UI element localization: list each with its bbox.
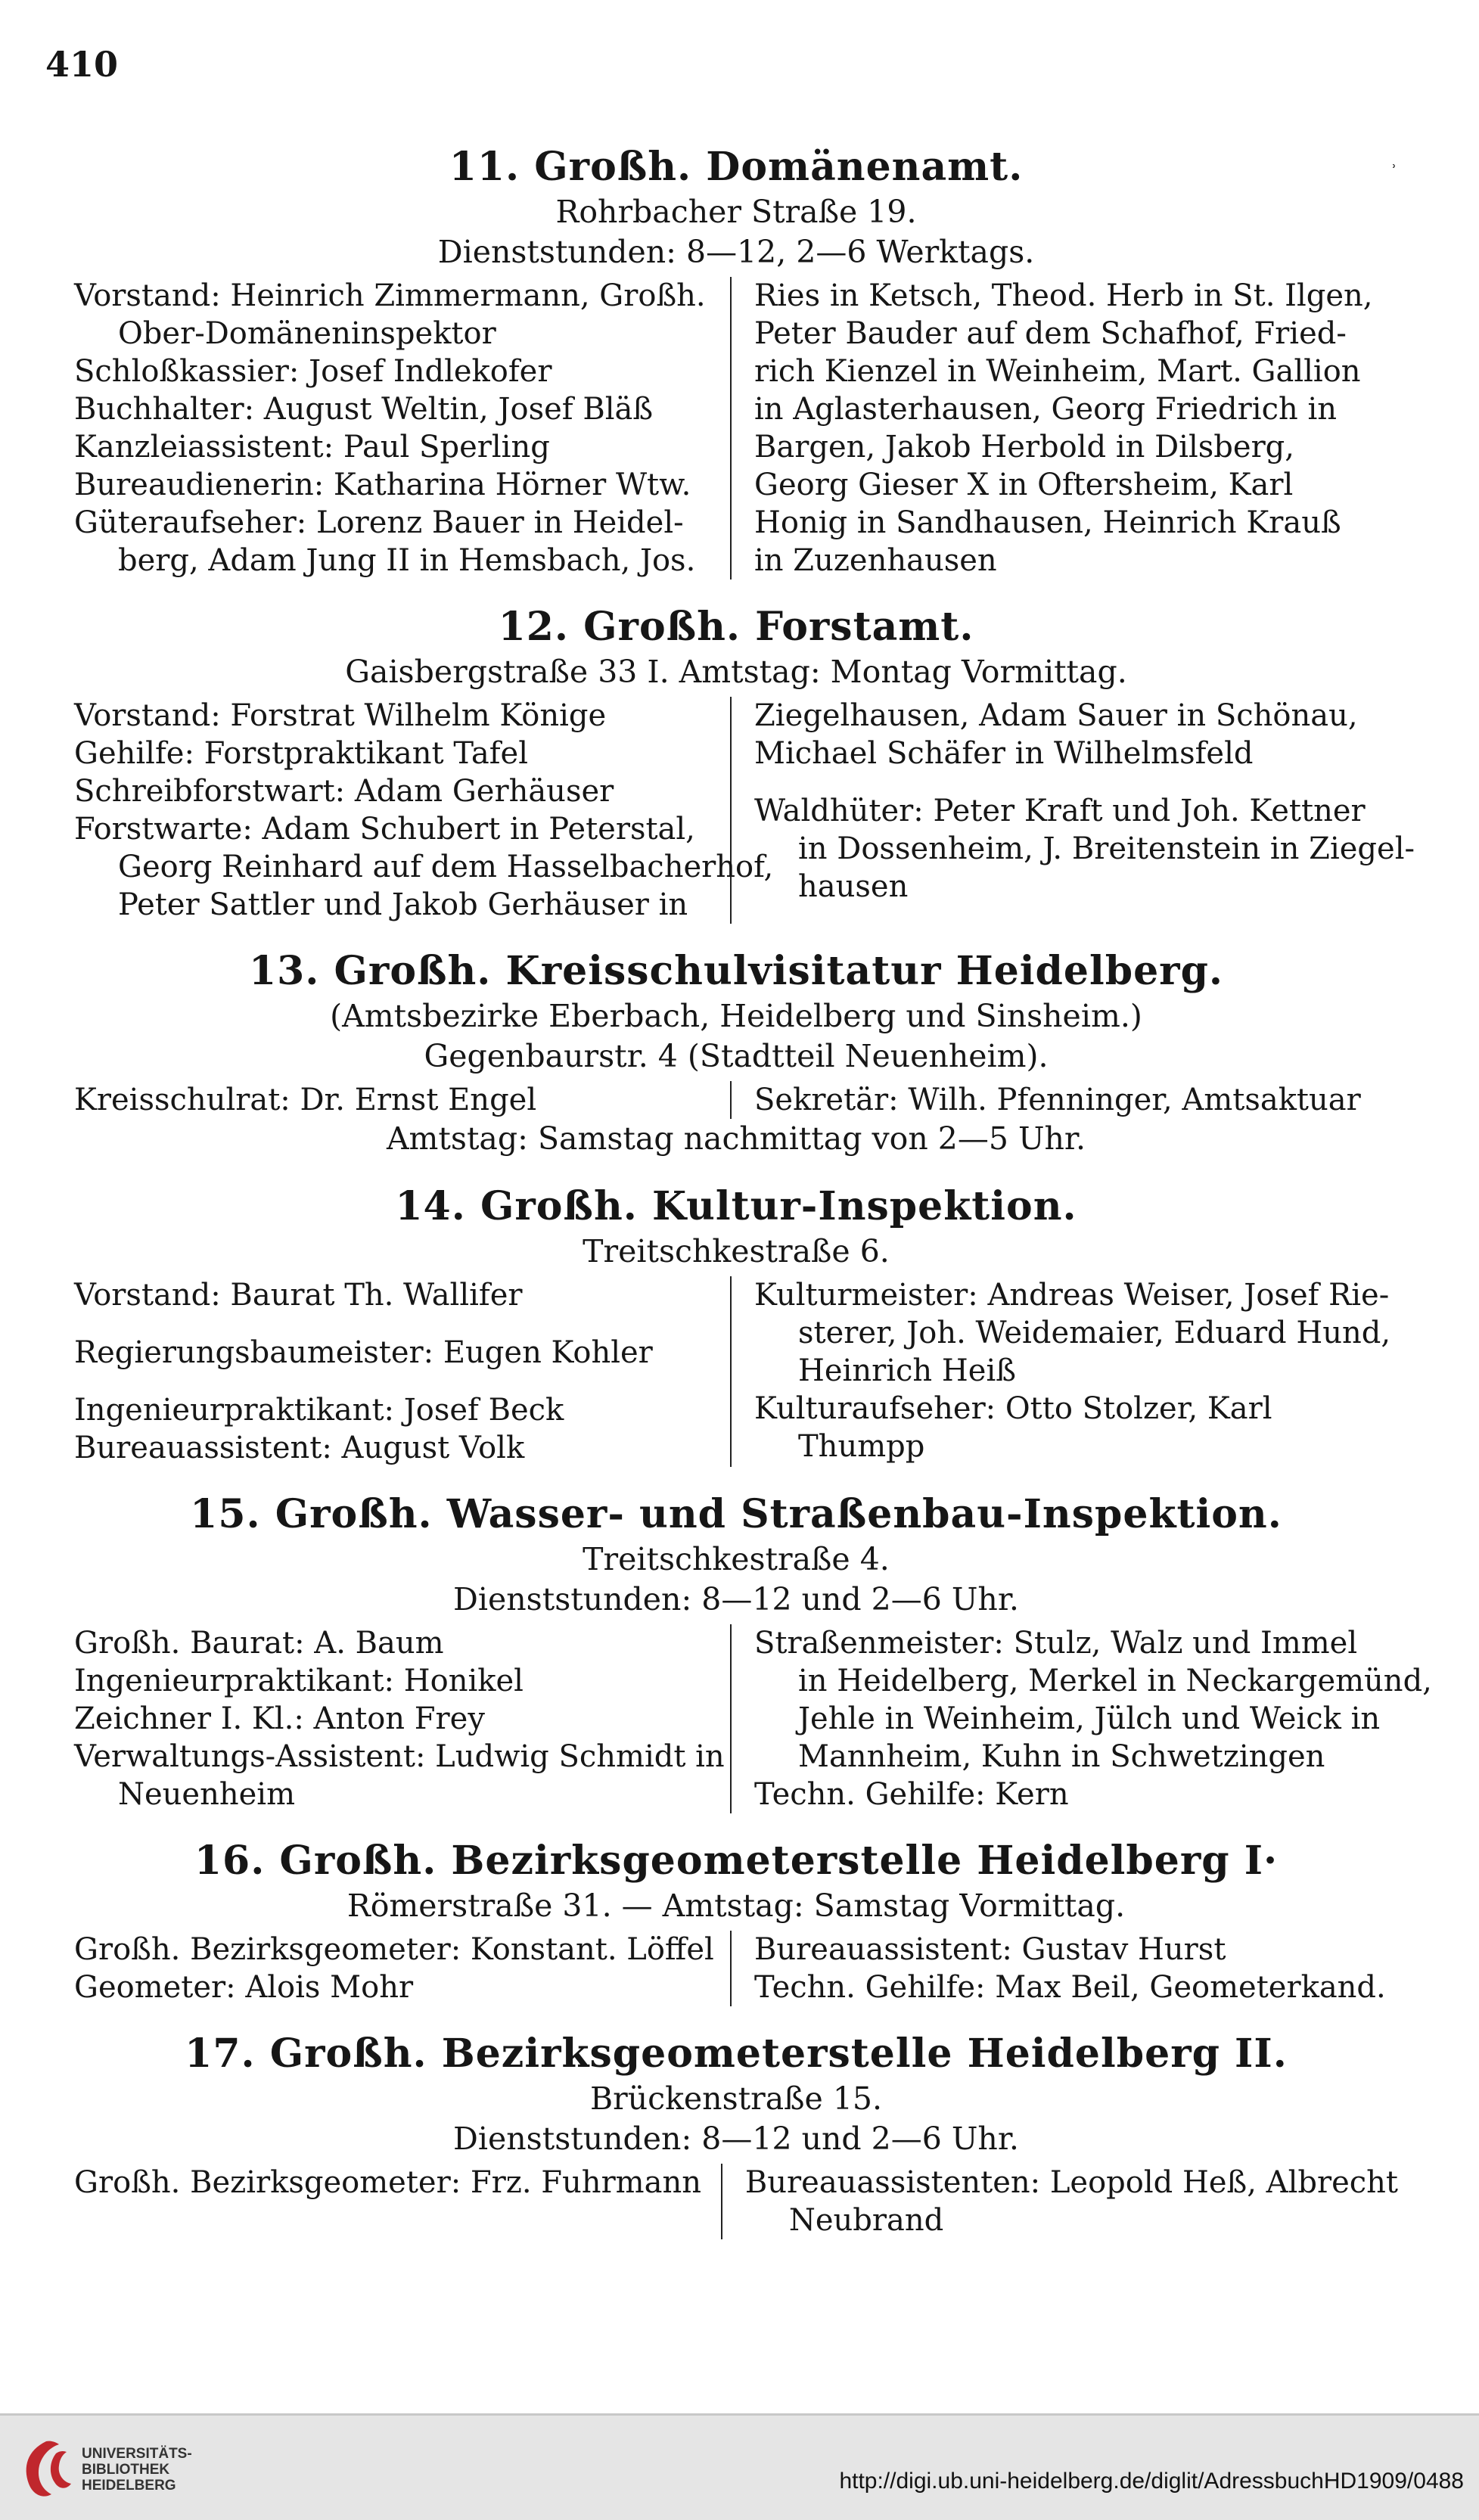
entry-line: Zeichner I. Kl.: Anton Frey [74,1701,485,1736]
section-title: 13. Großh. Kreisschulvisitatur Heidelberg. [248,948,1224,994]
library-name-line: BIBLIOTHEK [82,2462,170,2478]
section-columns [74,277,1398,580]
directory-page [74,142,1432,2239]
section-columns [74,2164,1398,2239]
entry-line: Großh. Bezirksgeometer: Frz. Fuhrmann [74,2165,701,2200]
section-gap [74,924,1398,946]
section-address: Treitschkestraße 4. [583,1541,890,1577]
section-title: 16. Großh. Bezirksgeometerstelle Heidelberg I· [194,1838,1279,1884]
right-column [722,2164,1398,2239]
section-columns [74,697,1415,924]
section-title: 17. Großh. Bezirksgeometerstelle Heidelberg II. [185,2031,1288,2077]
entry-line: Sekretär: Wilh. Pfenninger, Amtsaktuar [754,1083,1361,1117]
section-wasser-strassenbau [74,1490,1432,1813]
section-address: Gaisbergstraße 33 I. Amtstag: Montag Vormittag. [345,654,1127,690]
entry-line: Peter Bauder auf dem Schafhof, Fried- [754,316,1347,351]
entry-line: Gehilfe: Forstpraktikant Tafel [74,736,529,771]
right-column [732,1081,1398,1119]
entry-line: Geometer: Alois Mohr [74,1970,414,2005]
entry-line: Honig in Sandhausen, Heinrich Krauß [754,505,1341,540]
entry-line: Bureauassistenten: Leopold Heß, Albrecht [744,2165,1398,2200]
section-address: Rohrbacher Straße 19. [555,194,917,230]
entry-line: Vorstand: Baurat Th. Wallifer [74,1278,523,1313]
entry-line: Heinrich Heiß [798,1353,1016,1388]
entry-line: Waldhüter: Peter Kraft und Joh. Kettner [754,794,1366,828]
right-column [732,697,1415,924]
entry-line: Peter Sattler und Jakob Gerhäuser in [118,887,688,922]
section-district-note: (Amtsbezirke Eberbach, Heidelberg und Sinsheim.) [330,998,1142,1034]
left-column [74,1931,732,2006]
section-kreisschulvisitatur [74,946,1398,1159]
section-address: Gegenbaurstr. 4 (Stadtteil Neuenheim). [424,1038,1049,1074]
entry-line: berg, Adam Jung II in Hemsbach, Jos. [118,543,696,578]
section-bezirksgeometer-2 [74,2029,1398,2239]
section-title: 12. Großh. Forstamt. [498,604,974,650]
entry-line: Verwaltungs-Assistent: Ludwig Schmidt in [74,1739,725,1774]
entry-line: Neubrand [788,2203,944,2238]
entry-line: Thumpp [798,1429,925,1464]
left-column [74,277,732,580]
entry-line: Großh. Bezirksgeometer: Konstant. Löffel [74,1932,714,1967]
entry-line: Kreisschulrat: Dr. Ernst Engel [74,1083,537,1117]
entry-line: Buchhalter: August Weltin, Josef Bläß [74,392,654,427]
section-title: 11. Großh. Domänenamt. [449,144,1024,190]
section-address: Brückenstraße 15. [589,2080,883,2117]
entry-line: Bureaudienerin: Katharina Hörner Wtw. [74,468,691,502]
entry-line: Techn. Gehilfe: Max Beil, Geometerkand. [754,1970,1386,2005]
entry-line: Güteraufseher: Lorenz Bauer in Heidel- [74,505,684,540]
section-hours: Dienststunden: 8—12 und 2—6 Uhr. [453,1581,1019,1617]
section-gap [74,580,1398,602]
entry-line: Kanzleiassistent: Paul Sperling [74,430,550,465]
entry-line: Mannheim, Kuhn in Schwetzingen [798,1739,1325,1774]
section-hours: Dienststunden: 8—12 und 2—6 Uhr. [453,2121,1019,2157]
ink-mark: ˒ [1392,157,1397,176]
library-name-line: HEIDELBERG [82,2478,176,2494]
library-footer [0,2413,1479,2520]
section-kultur-inspektion [74,1182,1398,1467]
entry-line: Bargen, Jakob Herbold in Dilsberg, [754,430,1295,465]
right-column [732,1276,1398,1467]
section-gap [74,1813,1398,1836]
left-column [74,697,774,924]
section-forstamt [74,602,1415,924]
section-address: Treitschkestraße 6. [583,1233,890,1269]
entry-line: Schreibforstwart: Adam Gerhäuser [74,774,614,809]
section-columns [74,1931,1398,2006]
entry-line: Neuenheim [118,1777,296,1812]
left-column [74,2164,722,2239]
right-column [732,1624,1432,1813]
entry-line: Großh. Baurat: A. Baum [74,1626,444,1661]
entry-line: Ober-Domäneninspektor [118,316,496,351]
section-bezirksgeometer-1 [74,1836,1398,2006]
left-column [74,1276,732,1467]
entry-line: Vorstand: Heinrich Zimmermann, Großh. [74,278,706,313]
section-address: Römerstraße 31. — Amtstag: Samstag Vormittag. [346,1888,1126,1924]
entry-line: Schloßkassier: Josef Indlekofer [74,354,552,389]
library-name-line: UNIVERSITÄTS- [82,2446,192,2462]
section-gap [74,1467,1398,1490]
entry-line: Kulturaufseher: Otto Stolzer, Karl [754,1391,1272,1426]
entry-line: Bureauassistent: August Volk [74,1431,525,1465]
entry-line: Techn. Gehilfe: Kern [754,1777,1069,1812]
entry-line: Straßenmeister: Stulz, Walz und Immel [754,1626,1358,1661]
section-domaenenamt [74,142,1398,580]
entry-line: Ingenieurpraktikant: Honikel [74,1664,524,1698]
section-columns [74,1276,1398,1467]
entry-line: Jehle in Weinheim, Jülch und Weick in [798,1701,1381,1736]
entry-line: in Dossenheim, J. Breitenstein in Ziegel- [798,831,1415,866]
entry-line: Ingenieurpraktikant: Josef Beck [74,1393,564,1428]
section-columns [74,1081,1398,1119]
university-library-logo-icon [14,2437,79,2502]
section-gap [74,2006,1398,2029]
entry-line: Kulturmeister: Andreas Weiser, Josef Rie- [754,1278,1390,1313]
entry-line: Ries in Ketsch, Theod. Herb in St. Ilgen, [754,278,1373,313]
section-title: 14. Großh. Kultur-Inspektion. [395,1183,1077,1229]
source-url-link[interactable]: http://digi.ub.uni-heidelberg.de/diglit/AdressbuchHD1909/0488 [839,2469,1464,2494]
entry-line: rich Kienzel in Weinheim, Mart. Gallion [754,354,1361,389]
right-column [732,1931,1398,2006]
section-hours: Dienststunden: 8—12, 2—6 Werktags. [437,234,1035,270]
entry-line: Georg Reinhard auf dem Hasselbacherhof, [118,850,774,884]
entry-line: in Heidelberg, Merkel in Neckargemünd, [798,1664,1432,1698]
entry-line: sterer, Joh. Weidemaier, Eduard Hund, [798,1316,1391,1350]
entry-line: Vorstand: Forstrat Wilhelm Könige [74,698,607,733]
left-column [74,1624,732,1813]
page-number: 410 [45,44,119,85]
section-office-day: Amtstag: Samstag nachmittag von 2—5 Uhr. [386,1120,1086,1157]
entry-line: in Zuzenhausen [754,543,997,578]
entry-line: Regierungsbaumeister: Eugen Kohler [74,1335,653,1370]
entry-line: in Aglasterhausen, Georg Friedrich in [754,392,1337,427]
entry-line: Ziegelhausen, Adam Sauer in Schönau, [754,698,1358,733]
entry-line: Forstwarte: Adam Schubert in Peterstal, [74,812,695,847]
entry-line: Georg Gieser X in Oftersheim, Karl [754,468,1294,502]
entry-line: Bureauassistent: Gustav Hurst [754,1932,1226,1967]
entry-line: Michael Schäfer in Wilhelmsfeld [754,736,1254,771]
section-columns [74,1624,1432,1813]
section-gap [74,1159,1398,1182]
left-column [74,1081,732,1119]
entry-line: hausen [798,869,909,904]
right-column [732,277,1398,580]
library-name [82,2446,192,2494]
section-title: 15. Großh. Wasser- und Straßenbau-Inspektion. [190,1491,1282,1537]
